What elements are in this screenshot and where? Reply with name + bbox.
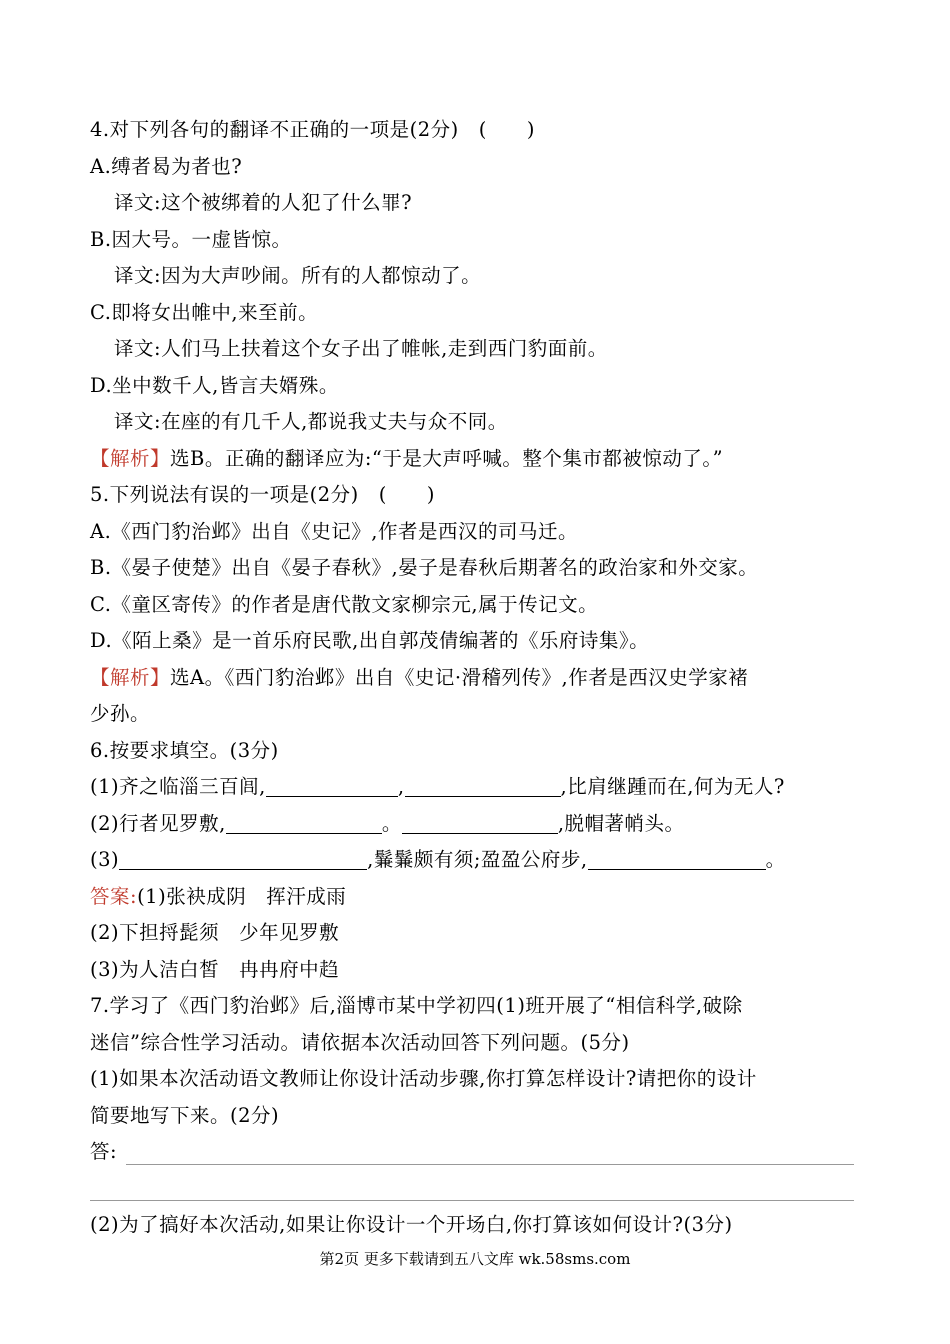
q5-analysis-cont: 少孙。 (90, 702, 151, 725)
q4-option-b-translation: 译文:因为大声吵闹。所有的人都惊动了。 (114, 264, 482, 287)
q6-item-1-text: (1)齐之临淄三百闾, (90, 775, 266, 798)
q6-item-1-sep: , (397, 775, 405, 798)
answer-label: 答案: (90, 884, 138, 908)
document-body (90, 112, 860, 1244)
q5-stem: 5.下列说法有误的一项是(2分) ( ) (90, 483, 435, 506)
fill-blank[interactable] (119, 847, 367, 870)
q5-option-a: A.《西门豹治邺》出自《史记》,作者是西汉的司马迁。 (90, 519, 578, 543)
analysis-tag: 【解析】 (90, 446, 171, 470)
q4-option-c: C.即将女出帷中,来至前。 (90, 300, 319, 324)
page-footer: 第2页 更多下载请到五八文库 wk.58sms.com (319, 1250, 631, 1268)
q7-sub-2: (2)为了搞好本次活动,如果让你设计一个开场白,你打算该如何设计?(3分) (90, 1213, 733, 1236)
fill-blank[interactable] (405, 774, 561, 797)
fill-blank[interactable] (402, 811, 558, 834)
q7-sub-1-cont: 简要地写下来。(2分) (90, 1103, 280, 1127)
q5-option-b: B.《晏子使楚》出自《晏子春秋》,晏子是春秋后期著名的政治家和外交家。 (90, 556, 759, 579)
q7-stem: 7.学习了《西门豹治邺》后,淄博市某中学初四(1)班开展了“相信科学,破除 (90, 994, 743, 1017)
q4-stem: 4.对下列各句的翻译不正确的一项是(2分) ( ) (90, 118, 535, 141)
q4-analysis (90, 441, 860, 478)
q4-option-c-translation: 译文:人们马上扶着这个女子出了帷帐,走到西门豹面前。 (114, 337, 608, 360)
fill-blank[interactable] (226, 811, 382, 834)
q6-item-2-text: (2)行者见罗敷, (90, 811, 226, 835)
q6-item-3-mid: ,鬑鬑颇有须;盈盈公府步, (367, 848, 588, 871)
q4-option-d: D.坐中数千人,皆言夫婿殊。 (90, 373, 339, 397)
answer-prefix: 答: (90, 1140, 118, 1163)
q6-item-2-tail: ,脱帽著帩头。 (557, 811, 685, 835)
q7-answer-line (90, 1134, 860, 1171)
q5-option-d: D.《陌上桑》是一首乐府民歌,出自郭茂倩编著的《乐府诗集》。 (90, 629, 650, 652)
q5-analysis-text: 选A。《西门豹治邺》出自《史记·滑稽列传》,作者是西汉史学家褚 (170, 665, 749, 689)
q6-item-1-tail: ,比肩继踵而在,何为无人? (560, 775, 785, 798)
q6-answer-1-text: (1)张袂成阴 挥汗成雨 (137, 884, 347, 908)
q4-option-a-translation: 译文:这个被绑着的人犯了什么罪? (114, 191, 413, 214)
q6-answer-3: (3)为人洁白皙 冉冉府中趋 (90, 957, 340, 981)
q5-analysis (90, 660, 860, 697)
q6-answer-1 (90, 879, 860, 916)
fill-blank[interactable] (266, 774, 398, 797)
q7-answer-line-2 (90, 1171, 860, 1208)
q6-item-2 (90, 806, 860, 843)
answer-rule[interactable] (126, 1164, 854, 1165)
q4-option-a: A.缚者曷为者也? (90, 154, 243, 178)
q6-stem: 6.按要求填空。(3分) (90, 738, 279, 762)
analysis-tag: 【解析】 (90, 665, 171, 689)
q7-sub-1: (1)如果本次活动语文教师让你设计活动步骤,你打算怎样设计?请把你的设计 (90, 1067, 757, 1090)
q7-stem-cont: 迷信”综合性学习活动。请依据本次活动回答下列问题。(5分) (90, 1030, 630, 1054)
q6-item-2-sep: 。 (381, 811, 402, 835)
q4-analysis-text: 选B。正确的翻译应为:“于是大声呼喊。整个集市都被惊动了。” (170, 446, 724, 470)
q6-answer-2: (2)下担捋髭须 少年见罗敷 (90, 921, 340, 944)
q4-option-b: B.因大号。一虚皆惊。 (90, 227, 292, 251)
q6-item-3-text: (3) (90, 848, 120, 871)
answer-rule[interactable] (90, 1200, 854, 1201)
q5-option-c: C.《童区寄传》的作者是唐代散文家柳宗元,属于传记文。 (90, 592, 599, 616)
q6-item-3-tail: 。 (765, 848, 786, 871)
q6-item-1 (90, 769, 860, 806)
q6-item-3 (90, 842, 860, 879)
fill-blank[interactable] (588, 847, 766, 870)
q4-option-d-translation: 译文:在座的有几千人,都说我丈夫与众不同。 (114, 410, 508, 433)
